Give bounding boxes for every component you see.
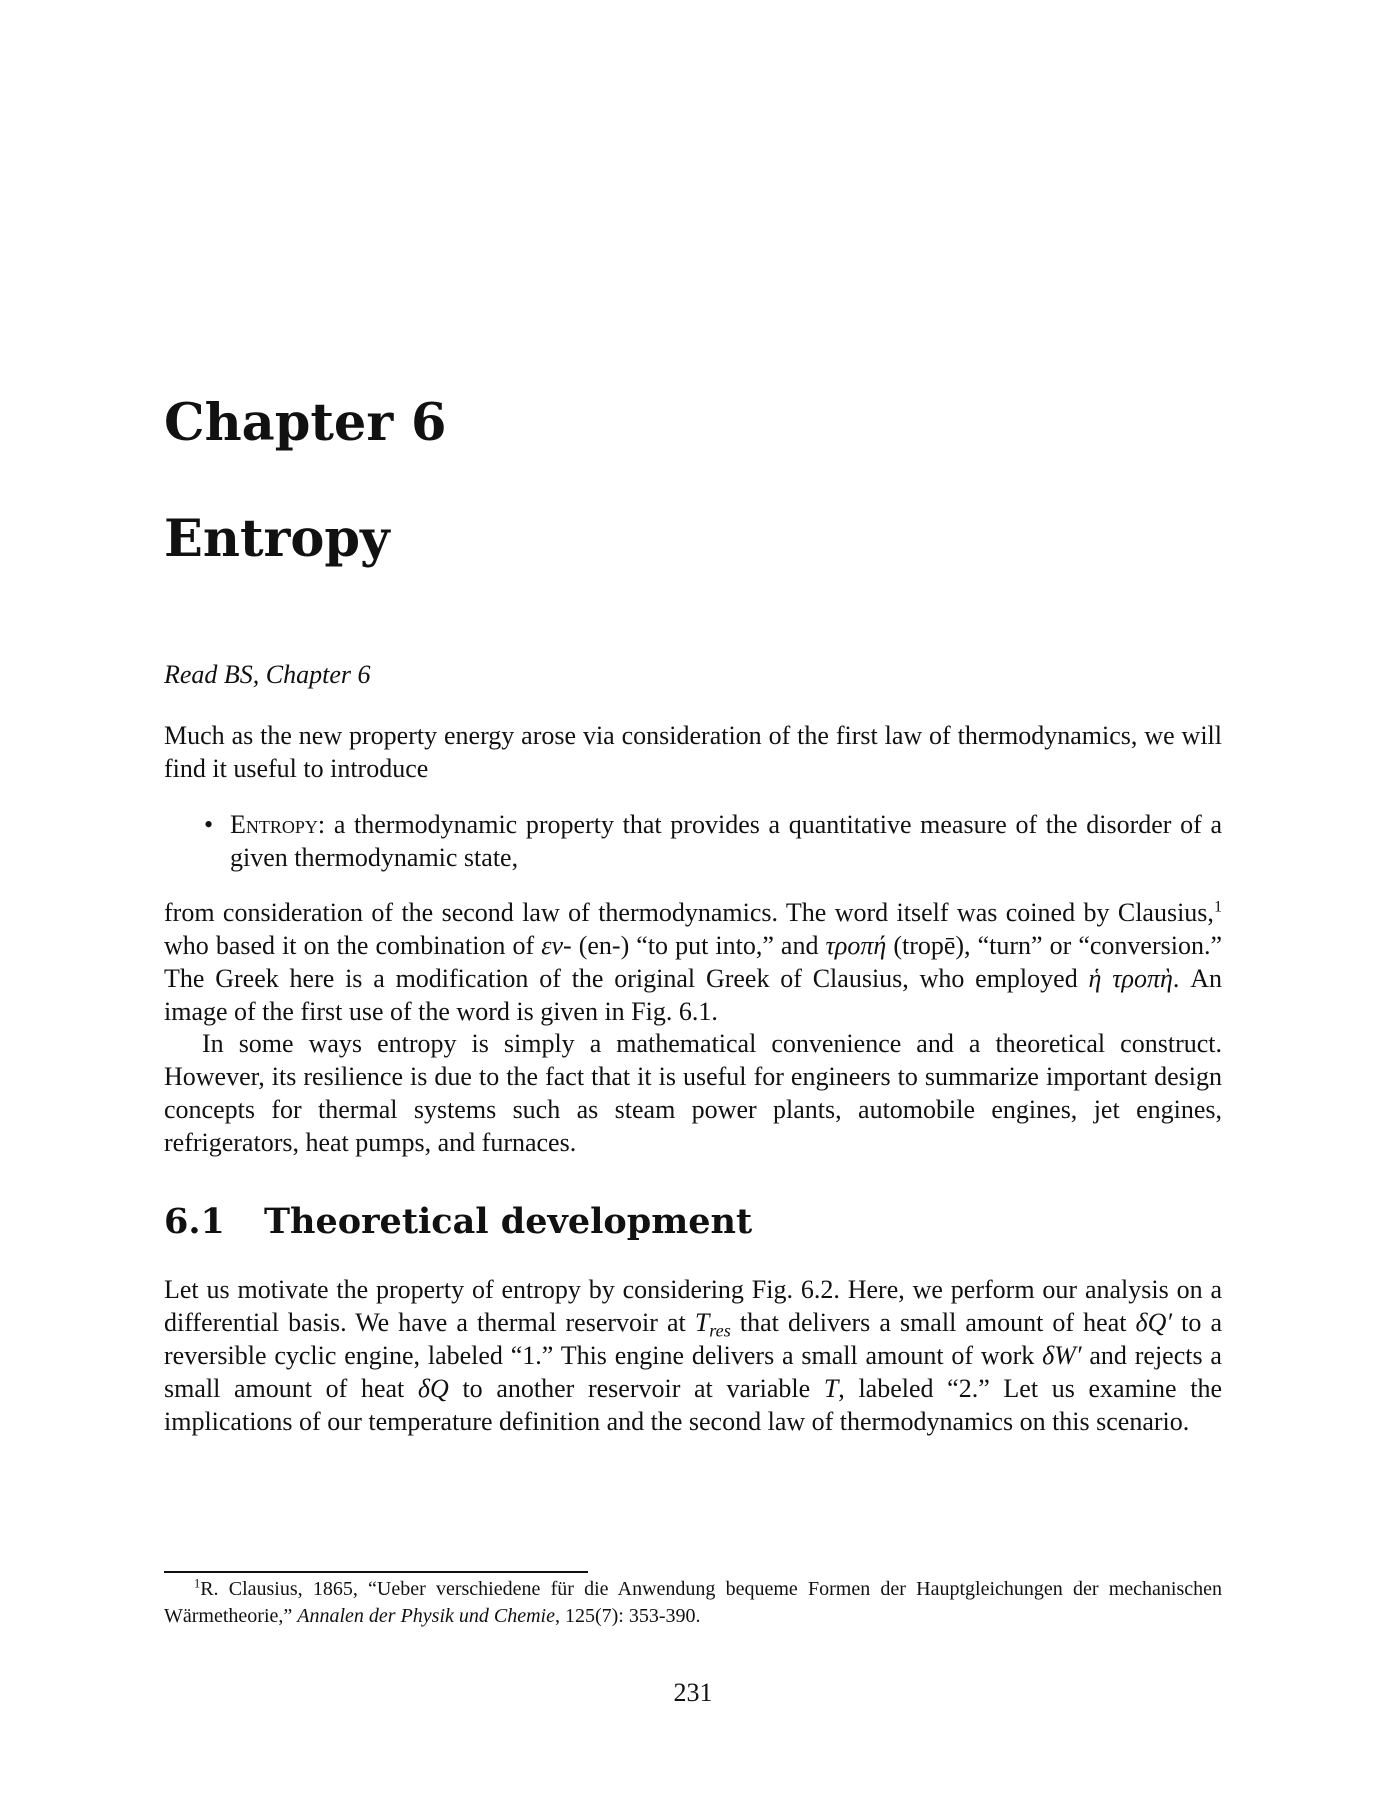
footnote-marker: 1 bbox=[194, 1576, 201, 1591]
bullet-term: Entropy: bbox=[230, 810, 326, 839]
footnote-ref[interactable]: 1 bbox=[1213, 898, 1222, 916]
section-heading bbox=[164, 1201, 753, 1242]
section-title: Theoretical development bbox=[264, 1201, 753, 1242]
section-text-5: to another reservoir at variable bbox=[448, 1374, 824, 1403]
greek-en: εν- bbox=[541, 931, 572, 960]
section-number: 6.1 bbox=[164, 1201, 225, 1242]
chapter-label: Chapter 6 bbox=[164, 393, 447, 453]
section-text-3: to a reversible cyclic engine, labeled “1.” This engine delivers a small amount of work bbox=[164, 1308, 1222, 1370]
continuation-text-2: who based it on the combination of bbox=[164, 931, 542, 960]
bullet-definition: a thermodynamic property that provides a quantitative measure of the disorder of a given thermodynamic state, bbox=[230, 810, 1222, 872]
greek-clausius: ἡ τροπὴ bbox=[1088, 964, 1173, 993]
footnote-journal: Annalen der Physik und Chemie bbox=[297, 1605, 555, 1627]
continuation-text-3: (en-) “to put into,” and bbox=[571, 931, 826, 960]
section-text-2: that delivers a small amount of heat bbox=[730, 1308, 1136, 1337]
greek-trope: τροπή bbox=[825, 931, 887, 960]
continuation-paragraph bbox=[164, 896, 1222, 1028]
t-symbol: T bbox=[823, 1374, 839, 1403]
t-res-symbol bbox=[694, 1308, 731, 1341]
section-text-6: , labeled “2.” Let us examine the implications of our temperature definition and the second law of thermodynamics on this scenario. bbox=[164, 1374, 1222, 1436]
page-number: 231 bbox=[673, 1678, 713, 1707]
dw-prime-symbol: δW′ bbox=[1042, 1341, 1082, 1370]
dq-prime-symbol: δQ′ bbox=[1135, 1308, 1173, 1337]
reading-note: Read BS, Chapter 6 bbox=[164, 660, 371, 689]
bullet-item-entropy bbox=[164, 808, 1222, 874]
continuation-text-5: . An image of the first use of the word is given in Fig. 6.1. bbox=[164, 964, 1223, 1026]
section-text-1: Let us motivate the property of entropy by considering Fig. 6.2. Here, we perform our analysis on a differential basis. We have a thermal reservoir at bbox=[164, 1275, 1222, 1337]
bullet-icon: • bbox=[204, 810, 214, 839]
footnote bbox=[164, 1576, 1222, 1630]
document-page bbox=[164, 0, 1222, 1800]
footnote-divider bbox=[164, 1571, 588, 1573]
footnote-text-1: R. Clausius, 1865, “Ueber verschiedene für die Anwendung bequeme Formen der Hauptgleichungen der mechanischen Wärmetheorie,” bbox=[164, 1578, 1222, 1627]
chapter-title: Entropy bbox=[164, 509, 390, 569]
footnote-text-2: , 125(7): 353-390. bbox=[554, 1605, 701, 1627]
section-text-4: and rejects a small amount of heat bbox=[164, 1341, 1222, 1403]
second-paragraph: In some ways entropy is simply a mathematical convenience and a theoretical construct. However, its resilience is due to the fact that it is useful for engineers to summarize important design concepts for thermal systems such as steam power plants, automobile engines, jet engines, refrigerators, heat pumps, and furnaces. bbox=[164, 1029, 1222, 1157]
t-res-subscript: res bbox=[709, 1320, 731, 1341]
section-paragraph bbox=[164, 1273, 1222, 1438]
continuation-text-4: (tropē), “turn” or “conversion.” The Greek here is a modification of the original Greek of Clausius, who employed bbox=[164, 931, 1223, 993]
bullet-text bbox=[230, 808, 1222, 874]
intro-paragraph: Much as the new property energy arose via consideration of the first law of thermodynamics, we will find it useful to introduce bbox=[164, 721, 1222, 783]
dq-symbol: δQ bbox=[417, 1374, 449, 1403]
continuation-text-1: from consideration of the second law of thermodynamics. The word itself was coined by Clausius, bbox=[164, 898, 1214, 927]
t-res-base: T bbox=[694, 1308, 710, 1337]
